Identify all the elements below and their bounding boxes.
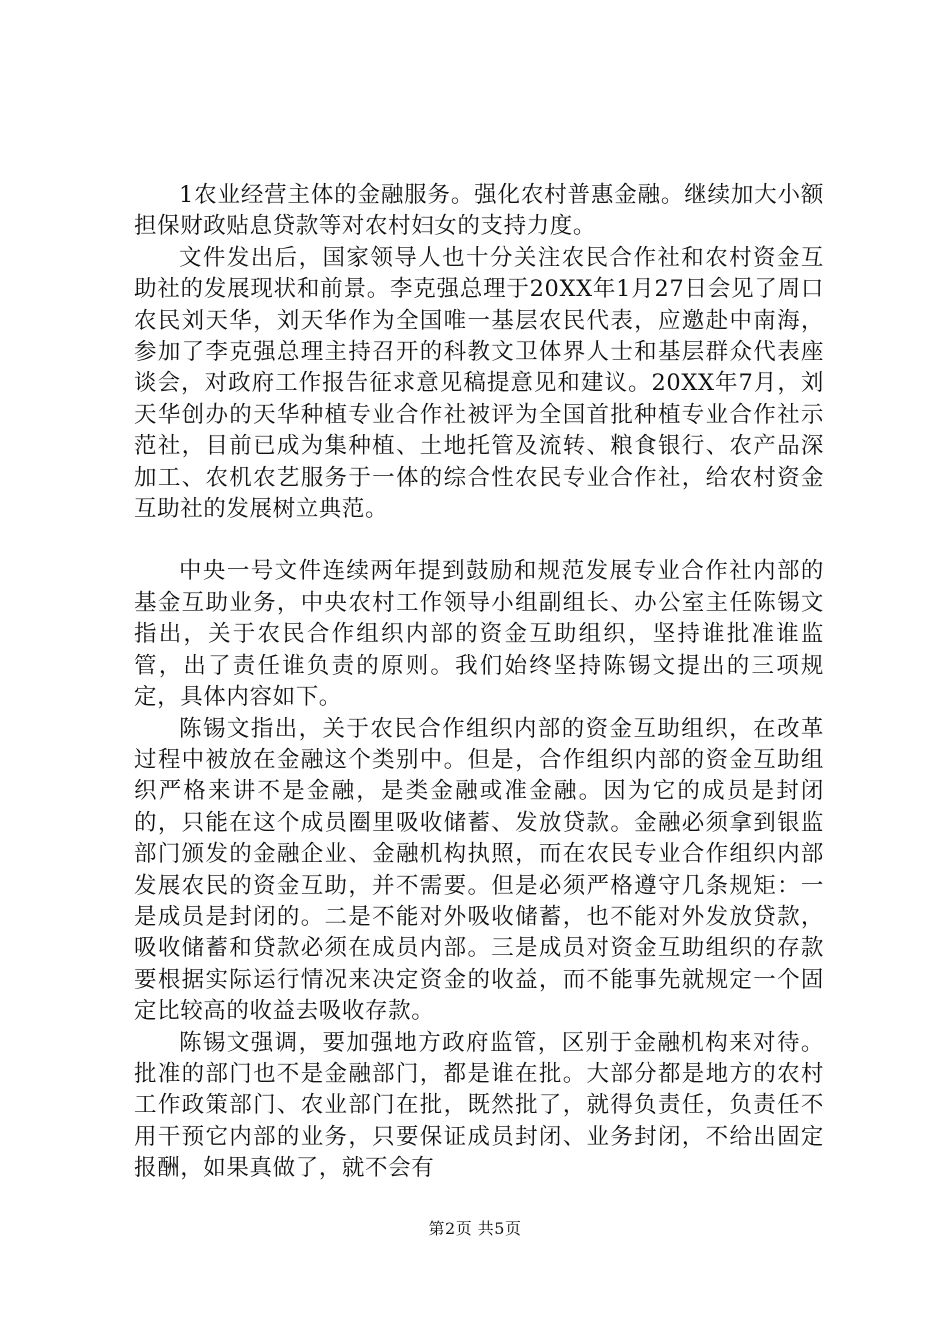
page-footer	[0, 1216, 950, 1239]
page-number-label: 第2页 共5页	[428, 1219, 522, 1238]
document-body	[134, 180, 824, 1185]
paragraph-3: 中央一号文件连续两年提到鼓励和规范发展专业合作社内部的基金互助业务，中央农村工作领导小组副组长、办公室主任陈锡文指出，关于农民合作组织内部的资金互助组织，坚持谁批准谁监管，出了责任谁负责的原则。我们始终坚持陈锡文提出的三项规定，具体内容如下。	[134, 558, 824, 711]
paragraph-2: 文件发出后，国家领导人也十分关注农民合作社和农村资金互助社的发展现状和前景。李克强总理于20XX年1月27日会见了周口农民刘天华，刘天华作为全国唯一基层农民代表，应邀赴中南海，参加了李克强总理主持召开的科教文卫体界人士和基层群众代表座谈会，对政府工作报告征求意见稿提意见和建议。20XX年7月，刘天华创办的天华种植专业合作社被评为全国首批种植专业合作社示范社，目前已成为集种植、土地托管及流转、粮食银行、农产品深加工、农机农艺服务于一体的综合性农民专业合作社，给农村资金互助社的发展树立典范。	[134, 244, 824, 523]
paragraph-1: 1农业经营主体的金融服务。强化农村普惠金融。继续加大小额担保财政贴息贷款等对农村妇女的支持力度。	[134, 182, 824, 240]
paragraph-4: 陈锡文指出，关于农民合作组织内部的资金互助组织，在改革过程中被放在金融这个类别中。但是，合作组织内部的资金互助组织严格来讲不是金融，是类金融或准金融。因为它的成员是封闭的，只能在这个成员圈里吸收储蓄、发放贷款。金融必须拿到银监部门颁发的金融企业、金融机构执照，而在农民专业合作组织内部发展农民的资金互助，并不需要。但是必须严格遵守几条规矩：一是成员是封闭的。二是不能对外吸收储蓄，也不能对外发放贷款，吸收储蓄和贷款必须在成员内部。三是成员对资金互助组织的存款要根据实际运行情况来决定资金的收益，而不能事先就规定一个固定比较高的收益去吸收存款。	[134, 715, 824, 1025]
paragraph-5: 陈锡文强调，要加强地方政府监管，区别于金融机构来对待。批准的部门也不是金融部门，都是谁在批。大部分都是地方的农村工作政策部门、农业部门在批，既然批了，就得负责任，负责任不用干预它内部的业务，只要保证成员封闭、业务封闭，不给出固定报酬，如果真做了，就不会有	[134, 1029, 824, 1182]
